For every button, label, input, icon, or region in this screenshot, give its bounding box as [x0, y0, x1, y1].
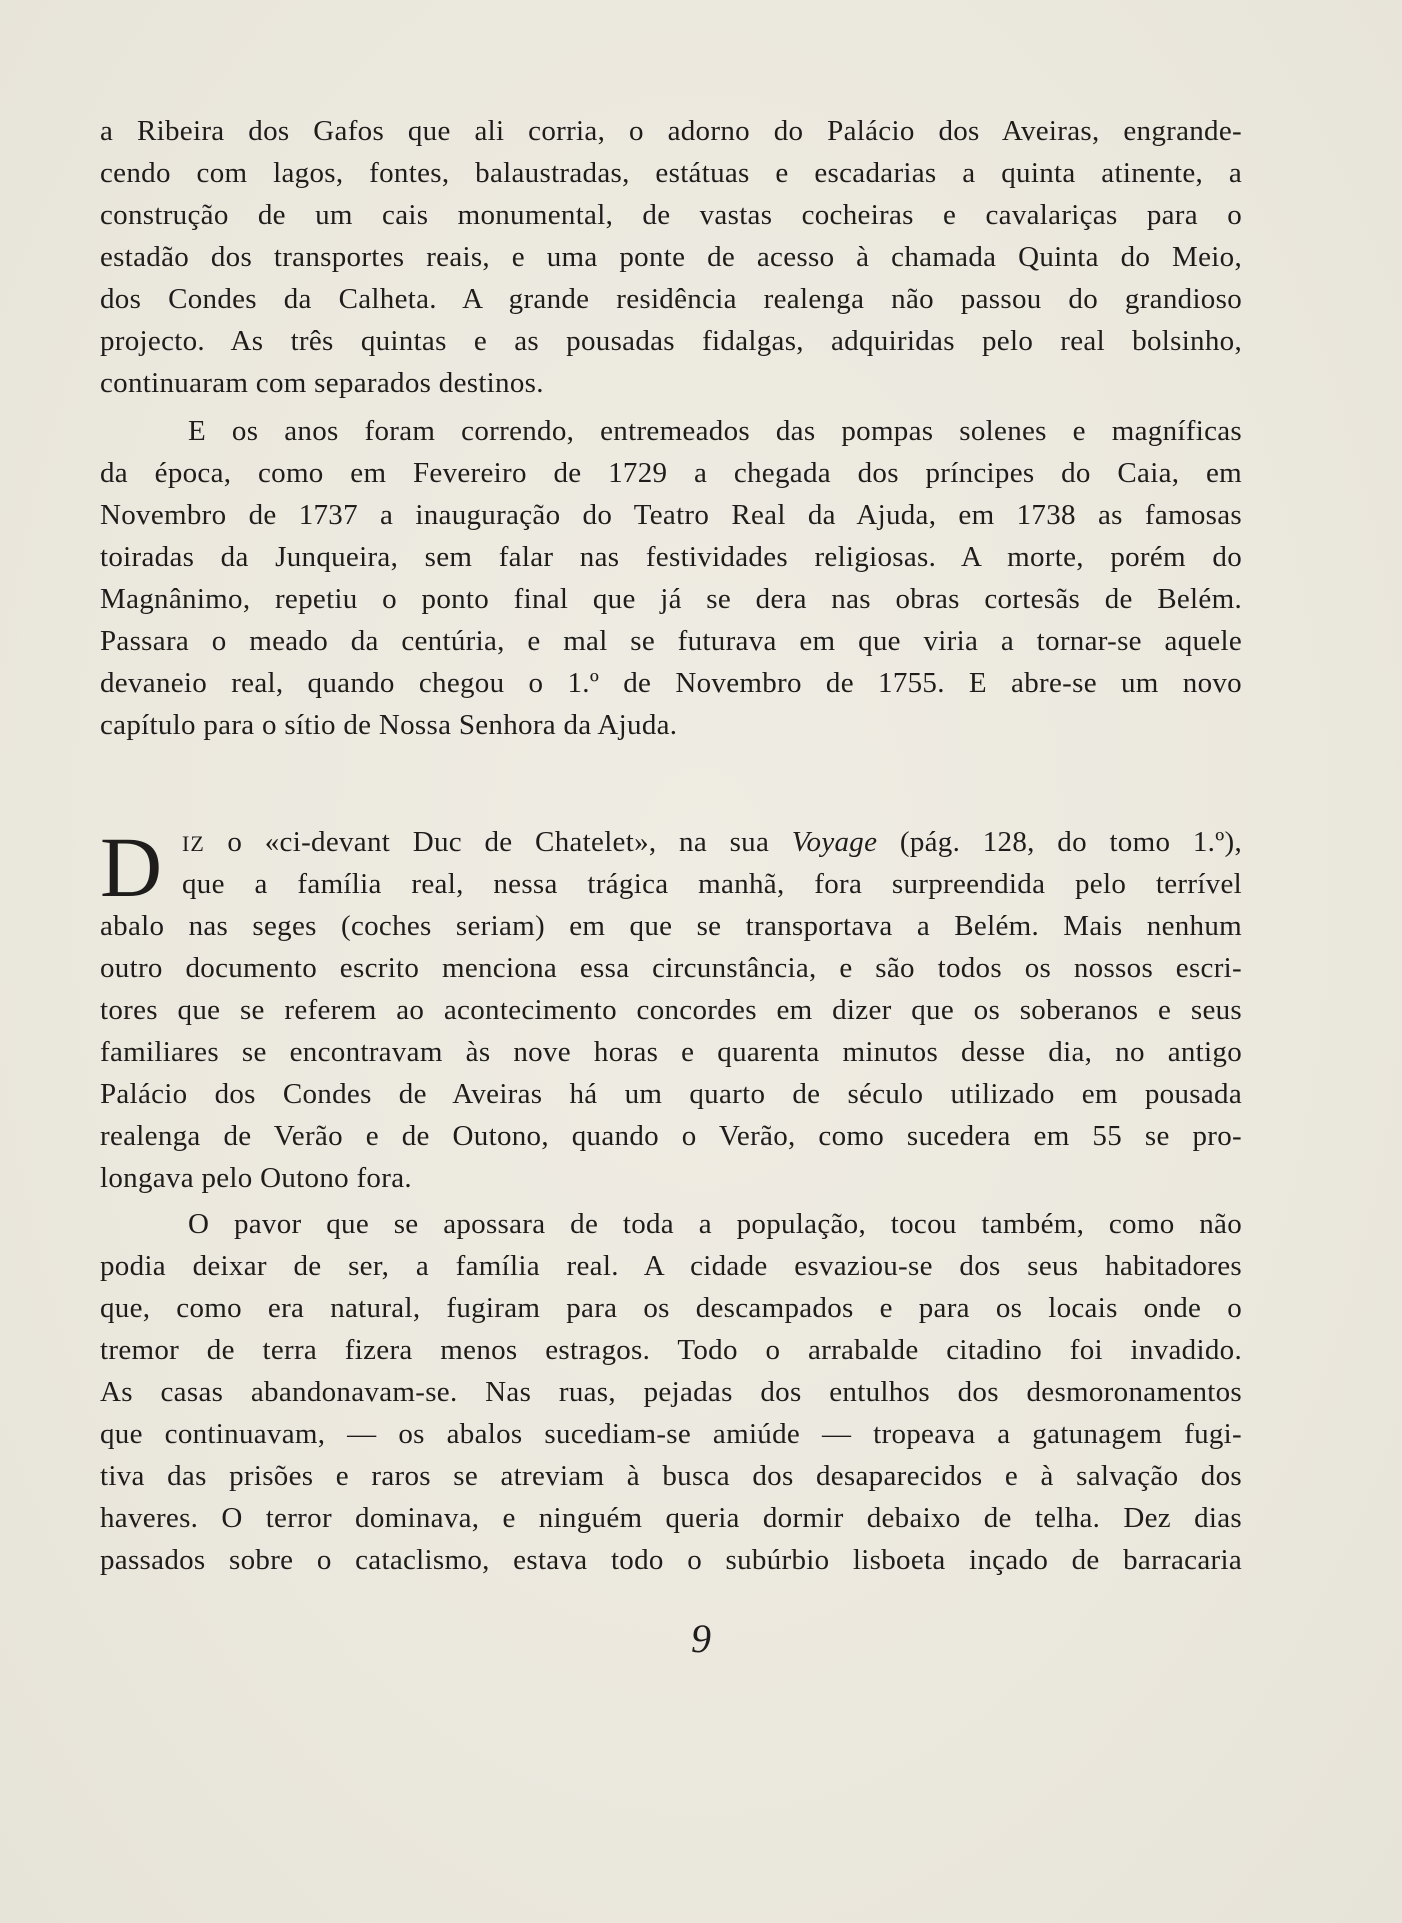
text-line: que, como era natural, fugiram para os descampados e para os locais onde o	[100, 1292, 1242, 1324]
text-line: realenga de Verão e de Outono, quando o Verão, como sucedera em 55 se pro-	[100, 1120, 1242, 1152]
text-line: As casas abandonavam-se. Nas ruas, pejadas dos entulhos dos desmoronamentos	[100, 1376, 1242, 1408]
text-line: Magnânimo, repetiu o ponto final que já se dera nas obras cortesãs de Belém.	[100, 583, 1242, 615]
text-line: Novembro de 1737 a inauguração do Teatro Real da Ajuda, em 1738 as famosas	[100, 499, 1242, 531]
page-number: 9	[691, 1616, 711, 1661]
text-line: da época, como em Fevereiro de 1729 a chegada dos príncipes do Caia, em	[100, 457, 1242, 489]
text-line: a Ribeira dos Gafos que ali corria, o adorno do Palácio dos Aveiras, engrande-	[100, 115, 1242, 147]
text-fragment: (pág. 128, do tomo 1.º),	[877, 826, 1242, 858]
text-line: familiares se encontravam às nove horas e quarenta minutos desse dia, no antigo	[100, 1036, 1242, 1068]
text-line: devaneio real, quando chegou o 1.º de Novembro de 1755. E abre-se um novo	[100, 667, 1242, 699]
text-line: outro documento escrito menciona essa circunstância, e são todos os nossos escri-	[100, 952, 1242, 984]
text-line: construção de um cais monumental, de vastas cocheiras e cavalariças para o	[100, 199, 1242, 231]
paragraph-anos	[100, 410, 1242, 746]
paragraph-ribeira	[100, 110, 1242, 404]
text-line: passados sobre o cataclismo, estava todo o subúrbio lisboeta inçado de barracaria	[100, 1544, 1242, 1576]
drop-cap: D	[100, 819, 163, 915]
italic-title: Voyage	[791, 826, 878, 858]
text-fragment: o «ci-devant Duc de Chatelet», na sua	[204, 826, 792, 858]
text-line: E os anos foram correndo, entremeados das pompas solenes e magníficas	[188, 415, 1242, 447]
text-line: Passara o meado da centúria, e mal se futurava em que viria a tornar-se aquele	[100, 625, 1242, 657]
text-line: que continuavam, — os abalos sucediam-se amiúde — tropeava a gatunagem fugi-	[100, 1418, 1242, 1450]
text-line	[100, 821, 1242, 863]
text-line: podia deixar de ser, a família real. A cidade esvaziou-se dos seus habitadores	[100, 1250, 1242, 1282]
text-line: tiva das prisões e raros se atreviam à busca dos desaparecidos e à salvação dos	[100, 1460, 1242, 1492]
text-line: Palácio dos Condes de Aveiras há um quarto de século utilizado em pousada	[100, 1078, 1242, 1110]
text-line: projecto. As três quintas e as pousadas fidalgas, adquiridas pelo real bolsinho,	[100, 325, 1242, 357]
text-line: estadão dos transportes reais, e uma ponte de acesso à chamada Quinta do Meio,	[100, 241, 1242, 273]
smallcaps-opening: IZ	[182, 831, 205, 856]
text-line: dos Condes da Calheta. A grande residência realenga não passou do grandioso	[100, 283, 1242, 315]
text-line: capítulo para o sítio de Nossa Senhora da Ajuda.	[100, 709, 678, 741]
text-line: O pavor que se apossara de toda a população, tocou também, como não	[188, 1208, 1242, 1240]
text-line: que a família real, nessa trágica manhã, fora surpreendida pelo terrível	[182, 868, 1242, 900]
text-line: continuaram com separados destinos.	[100, 367, 544, 399]
text-line: toiradas da Junqueira, sem falar nas festividades religiosas. A morte, porém do	[100, 541, 1242, 573]
paragraph-chatelet	[100, 821, 1242, 1199]
text-line: cendo com lagos, fontes, balaustradas, estátuas e escadarias a quinta atinente, a	[100, 157, 1242, 189]
text-line: abalo nas seges (coches seriam) em que se transportava a Belém. Mais nenhum	[100, 910, 1242, 942]
text-line: haveres. O terror dominava, e ninguém queria dormir debaixo de telha. Dez dias	[100, 1502, 1242, 1534]
text-line: longava pelo Outono fora.	[100, 1162, 412, 1194]
text-line: tremor de terra fizera menos estragos. Todo o arrabalde citadino foi invadido.	[100, 1334, 1242, 1366]
paragraph-pavor	[100, 1203, 1242, 1581]
text-line: tores que se referem ao acontecimento concordes em dizer que os soberanos e seus	[100, 994, 1242, 1026]
